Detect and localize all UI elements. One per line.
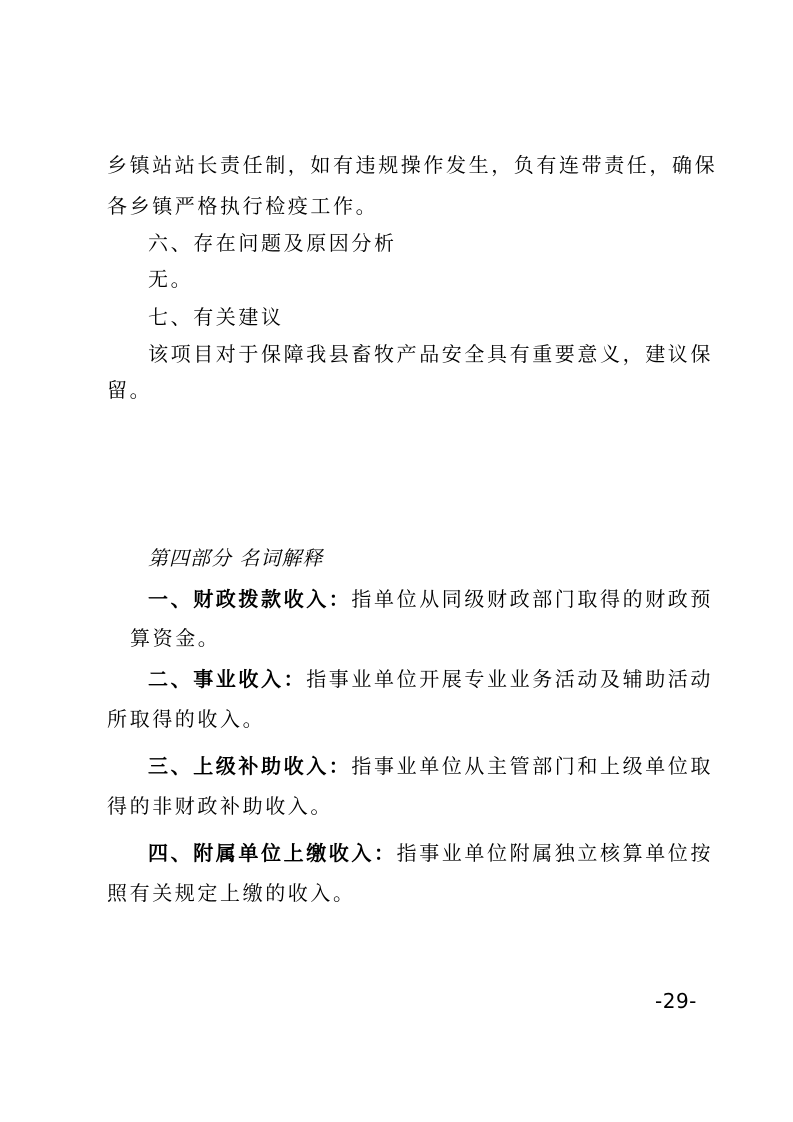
paragraph-line: 无。 [148, 267, 194, 291]
definition-text: 指事业单位开展专业业务活动及辅助活动 [306, 667, 714, 691]
definition-line: 照有关规定上缴的收入。 [107, 881, 356, 905]
definition-line [148, 753, 713, 779]
definition-text: 指事业单位附属独立核算单位按 [396, 841, 714, 865]
definition-line: 所取得的收入。 [107, 707, 266, 731]
paragraph-line: 留。 [107, 378, 153, 402]
paragraph-line: 该项目对于保障我县畜牧产品安全具有重要意义，建议保 [148, 342, 713, 366]
definition-term: 三、上级补助收入： [148, 754, 352, 778]
section-heading: 六、存在问题及原因分析 [148, 231, 397, 255]
part-title: 第四部分 名词解释 [148, 546, 324, 570]
paragraph-line: 各乡镇严格执行检疫工作。 [107, 194, 379, 218]
definition-term: 四、附属单位上缴收入： [148, 841, 397, 865]
definition-term: 二、事业收入： [148, 667, 307, 691]
section-heading: 七、有关建议 [148, 305, 284, 329]
definition-line: 得的非财政补助收入。 [107, 794, 333, 818]
definition-line: 算资金。 [130, 626, 221, 650]
definition-line [148, 586, 713, 612]
definition-term: 一、财政拨款收入： [148, 587, 352, 611]
paragraph-line: 乡镇站站长责任制，如有违规操作发生，负有连带责任，确保 [107, 153, 718, 177]
page-number: -29- [655, 989, 697, 1013]
definition-text: 指事业单位从主管部门和上级单位取 [351, 754, 714, 778]
definition-line [148, 840, 713, 866]
definition-line [148, 666, 713, 692]
definition-text: 指单位从同级财政部门取得的财政预 [351, 587, 714, 611]
